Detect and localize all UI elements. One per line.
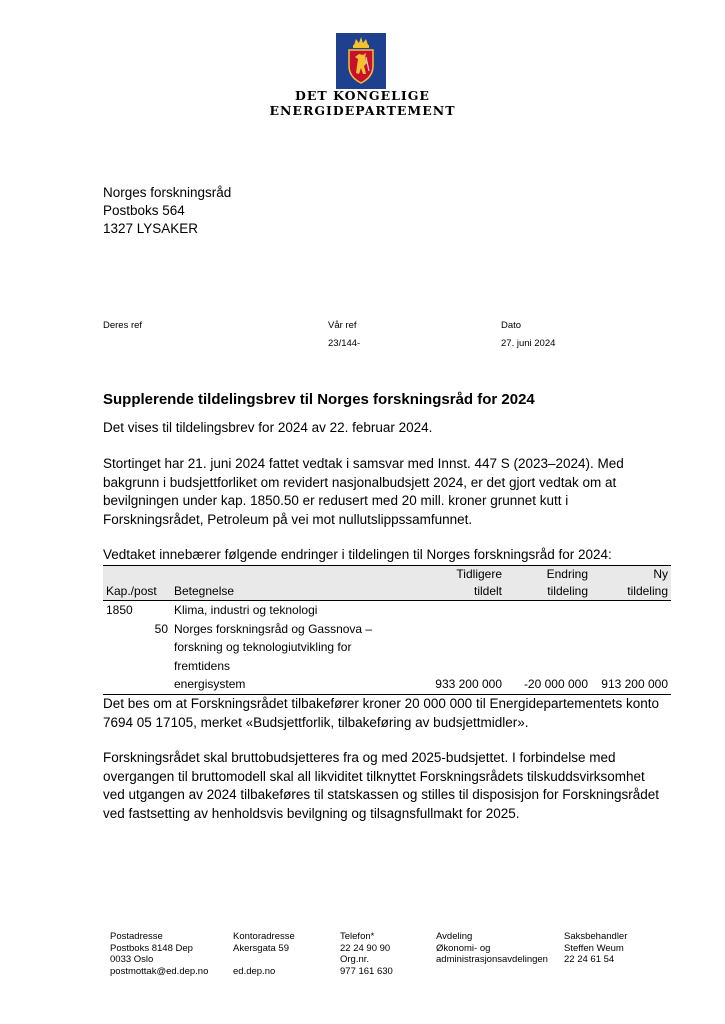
dato-value: 27. juni 2024 xyxy=(501,338,556,349)
header-tidligere-2: tildelt xyxy=(409,583,505,601)
row2-text-1: Norges forskningsråd og Gassnova – xyxy=(174,621,373,636)
footer-saksbehandler-line1: Steffen Weum xyxy=(564,942,624,954)
footer-telefon-line1: 22 24 90 90 xyxy=(340,942,391,954)
header-tidligere-1: Tidligere xyxy=(409,566,505,584)
table-row xyxy=(103,675,671,694)
paragraph-5: Forskningsrådet skal bruttobudsjetteres fra og med 2025-budsjettet. I forbindelse med overgangen til bruttomodell skal all likviditet tilknyttet Forskningsrådets tilskuddsvirksomhet ved utgangen av 2024 tilbakeføres til statskassen og stilles til disposisjon for Forskningsrådet ved fastsetting av henholdsvis bevilgning og tilsagnsfullmakt for 2025. xyxy=(103,750,660,821)
header-endring-1: Endring xyxy=(505,566,591,584)
paragraph-3: Vedtaket innebærer følgende endringer i tildelingen til Norges forskningsråd for 2024: xyxy=(103,547,612,562)
footer-telefon-line2: Org.nr. xyxy=(340,954,370,965)
footer-telefon-label: Telefon* xyxy=(340,931,375,942)
row1-kap: 1850 xyxy=(106,603,133,617)
recipient-city: 1327 LYSAKER xyxy=(103,221,199,236)
footer-kontoradresse-line1: Akersgata 59 xyxy=(233,942,289,954)
footer-postadresse-line2: 0033 Oslo xyxy=(110,954,154,965)
footer-saksbehandler-label: Saksbehandler xyxy=(564,931,628,942)
footer-postadresse-line1: Postboks 8148 Dep xyxy=(110,942,193,954)
header-betegnelse: Betegnelse xyxy=(171,583,409,601)
table-row xyxy=(103,620,671,639)
table-row xyxy=(103,601,671,620)
recipient-name: Norges forskningsråd xyxy=(103,185,232,200)
dato xyxy=(501,320,555,350)
row2-text-2: forskning og teknologiutvikling for fremtidens xyxy=(174,640,352,673)
footer-kontoradresse xyxy=(233,931,295,977)
recipient-address xyxy=(103,184,231,238)
paragraph-2: Stortinget har 21. juni 2024 fattet vedtak i samsvar med Innst. 447 S (2023–2024). Med bakgrunn i budsjettforliket om revidert nasjonalbudsjett 2024, er det gjort vedtak om at bevilgningen under kap. 1850.50 er redusert med 20 mill. kroner grunnet kutt i Forskningsrådet, Petroleum på vei mot nullutslippssamfunnet. xyxy=(103,456,624,527)
table-header-row-1 xyxy=(103,566,671,584)
header-ny-2: tildeling xyxy=(591,583,671,601)
footer-postadresse-label: Postadresse xyxy=(110,931,163,942)
table-header-row-2 xyxy=(103,583,671,601)
row2-text-3: energisystem xyxy=(171,675,409,694)
coat-of-arms-logo xyxy=(336,33,386,89)
row2-post: 50 xyxy=(154,621,168,636)
footer-kontoradresse-line3: ed.dep.no xyxy=(233,965,276,977)
footer-avdeling-line1: Økonomi- og xyxy=(436,942,491,954)
ministry-line-1: DET KONGELIGE xyxy=(295,88,430,103)
deres-ref-label: Deres ref xyxy=(103,320,143,331)
recipient-box: Postboks 564 xyxy=(103,203,185,218)
footer-saksbehandler xyxy=(564,931,627,966)
dato-label: Dato xyxy=(501,320,522,331)
ministry-name xyxy=(250,88,475,118)
footer-avdeling-line2: administrasjonsavdelingen xyxy=(436,954,548,965)
footer-saksbehandler-line2: 22 24 61 54 xyxy=(564,954,615,965)
var-ref-value: 23/144- xyxy=(328,338,361,349)
header-endring-2: tildeling xyxy=(505,583,591,601)
footer-avdeling xyxy=(436,931,548,966)
header-ny-1: Ny xyxy=(591,566,671,584)
paragraph-1: Det vises til tildelingsbrev for 2024 av 22. februar 2024. xyxy=(103,420,433,435)
footer-avdeling-label: Avdeling xyxy=(436,931,473,942)
letter-title: Supplerende tildelingsbrev til Norges forskningsråd for 2024 xyxy=(103,391,535,408)
paragraph-4: Det bes om at Forskningsrådet tilbakefører kroner 20 000 000 til Energidepartementets konto 7694 05 17105, merket «Budsjettforlik, tilbakeføring av budsjettmidler». xyxy=(103,696,660,730)
var-ref xyxy=(328,320,360,350)
table-row xyxy=(103,638,671,675)
header-kap-post: Kap./post xyxy=(103,583,171,601)
footer-postadresse xyxy=(110,931,208,977)
var-ref-label: Vår ref xyxy=(328,320,357,331)
ministry-line-2: ENERGIDEPARTEMENT xyxy=(269,103,456,118)
deres-ref xyxy=(103,320,142,332)
row2-ny: 913 200 000 xyxy=(591,675,671,694)
footer-kontoradresse-label: Kontoradresse xyxy=(233,931,295,942)
footer-telefon xyxy=(340,931,393,977)
footer-postadresse-line3: postmottak@ed.dep.no xyxy=(110,965,209,977)
row1-text: Klima, industri og teknologi xyxy=(174,603,318,617)
allocation-table xyxy=(103,565,671,695)
footer-telefon-line3: 977 161 630 xyxy=(340,965,393,977)
row2-endring: -20 000 000 xyxy=(505,675,591,694)
row2-tidligere: 933 200 000 xyxy=(409,675,505,694)
